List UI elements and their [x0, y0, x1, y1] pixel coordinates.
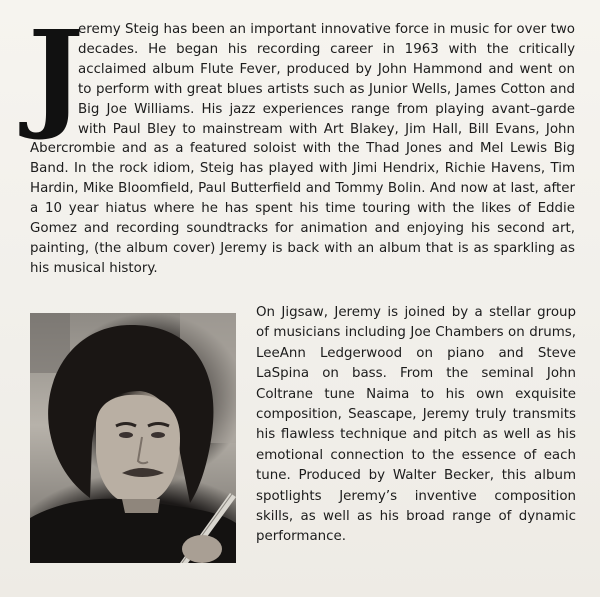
- intro-paragraph: [28, 4, 575, 279]
- album-paragraph: On Jigsaw, Jeremy is joined by a stellar group of musicians including Joe Chambers on drums, LeeAnn Ledgerwood on piano and Steve LaSpina on bass. From the seminal John Coltrane tune Naima to his own exquisite composition, Seascape, Jeremy truly transmits his flawless technique and pitch as well as his emotional connection to the essence of each tune. Produced by Walter Becker, this album spotlights Jeremy’s inventive composition skills, as well as his broad range of dynamic performance.: [256, 305, 576, 545]
- dropcap-spacer: [30, 20, 78, 120]
- intro-text: eremy Steig has been an important innovative force in music for over two decades. He began his recording career in 1963 with the critically acclaimed album Flute Fever, produced by John Hammond and went on to perform with great blues artists such as Junior Wells, James Cotton and Big Joe Williams. His jazz experiences range from playing avant–garde with Paul Bley to mainstream with Art Blakey, Jim Hall, Bill Evans, John Abercrombie and as a featured soloist with the Thad Jones and Mel Lewis Big Band. In the rock idiom, Steig has played with Jimi Hendrix, Richie Havens, Tim Hardin, Mike Bloomfield, Paul Butterfield and Tommy Bolin. And now at last, after a 10 year hiatus where he has spent his time touring with the likes of Eddie Gomez and recording soundtracks for animation and enjoying his second art, painting, (the album cover) Jeremy is back with an album that is as sparkling as his musical history.: [30, 22, 575, 276]
- drop-cap-letter: J: [28, 4, 84, 143]
- portrait-illustration: [30, 313, 236, 563]
- musician-portrait-photo: [30, 313, 236, 563]
